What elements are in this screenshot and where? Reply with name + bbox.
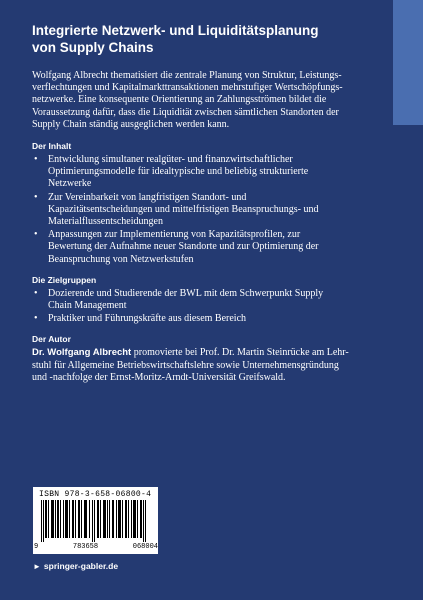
list-item-line: Anpassungen zur Implementierung von Kapazitätsprofilen, zur [48, 229, 301, 241]
intro-line: verflechtungen und Kapitalmarkttransaktionen mehrstufiger Wertschöpfungs- [32, 82, 343, 94]
inhalt-list [32, 154, 390, 266]
bullet-icon: • [34, 154, 38, 166]
list-item-line: Beanspruchung von Netzwerkstufen [48, 253, 194, 265]
section-heading-inhalt: Der Inhalt [32, 141, 72, 152]
author-bio-line: stuhl für Allgemeine Betriebswirtschaftslehre sowie Unternehmensgründung [32, 359, 339, 371]
book-title-line: Integrierte Netzwerk- und Liquiditätsplanung [32, 23, 319, 38]
list-item-line: Kapazitätsentscheidungen und mittelfristigen Beanspruchungs- und [48, 203, 319, 215]
list-item-line: Bewertung der Aufnahme neuer Standorte und zur Optimierung der [48, 241, 319, 253]
list-item [32, 192, 390, 229]
barcode-digit-group: 783658 [72, 543, 99, 551]
list-item-line: Praktiker und Führungskräfte aus diesem Bereich [48, 313, 247, 325]
isbn-number: ISBN 978-3-658-06800-4 [39, 490, 152, 499]
bullet-icon: • [34, 313, 38, 325]
author-bio-text: promovierte bei Prof. Dr. Martin Steinrücke am Lehr- [131, 347, 349, 359]
list-item-line: Chain Management [48, 300, 127, 312]
publisher-website[interactable] [33, 561, 118, 571]
isbn-barcode [33, 487, 158, 554]
author-bio-line: und -nachfolge der Ernst-Moritz-Arndt-Universität Greifswald. [32, 371, 286, 383]
intro-line: Supply Chain ständig ausgeglichen werden kann. [32, 118, 230, 130]
list-item [32, 288, 390, 312]
back-cover-content [32, 22, 390, 384]
section-heading-zielgruppen: Die Zielgruppen [32, 274, 97, 285]
list-item-line: Optimierungsmodelle für idealtypische und beliebig strukturierte [48, 166, 309, 178]
bullet-icon: • [34, 287, 38, 299]
bullet-icon: • [34, 191, 38, 203]
author-bio [32, 347, 390, 384]
intro-line: Voraussetzung dafür, dass die Liquidität zwischen sämtlichen Standorten der [32, 106, 339, 118]
intro-paragraph [32, 70, 390, 131]
section-heading-autor: Der Autor [32, 334, 71, 345]
book-title-line: von Supply Chains [32, 40, 154, 55]
list-item [32, 229, 390, 266]
list-item-line: Netzwerke [48, 178, 92, 190]
list-item-line: Materialflussentscheidungen [48, 216, 163, 228]
barcode-digit-group: 9 [34, 543, 39, 551]
barcode-icon [41, 500, 151, 542]
list-item [32, 154, 390, 191]
barcode-digit-group: 068004 [132, 543, 158, 551]
book-title [32, 22, 390, 56]
list-item-line: Entwicklung simultaner realgüter- und finanzwirtschaftlicher [48, 154, 293, 166]
bullet-icon: • [34, 229, 38, 241]
spine-accent-bar [393, 0, 423, 125]
website-url[interactable]: springer-gabler.de [43, 561, 119, 571]
author-name: Dr. Wolfgang Albrecht [32, 347, 132, 359]
list-item [32, 313, 390, 325]
zielgruppen-list [32, 288, 390, 326]
barcode-digits [34, 543, 158, 551]
list-item-line: Dozierende und Studierende der BWL mit dem Schwerpunkt Supply [48, 287, 324, 299]
list-item-line: Zur Vereinbarkeit von langfristigen Standort- und [48, 191, 247, 203]
intro-line: netzwerke. Eine konsequente Orientierung an Zahlungsströmen bildet die [32, 94, 327, 106]
intro-line: Wolfgang Albrecht thematisiert die zentrale Planung von Struktur, Leistungs- [32, 70, 342, 81]
arrow-right-icon: ► [33, 561, 41, 571]
author-bio-line [32, 347, 390, 359]
